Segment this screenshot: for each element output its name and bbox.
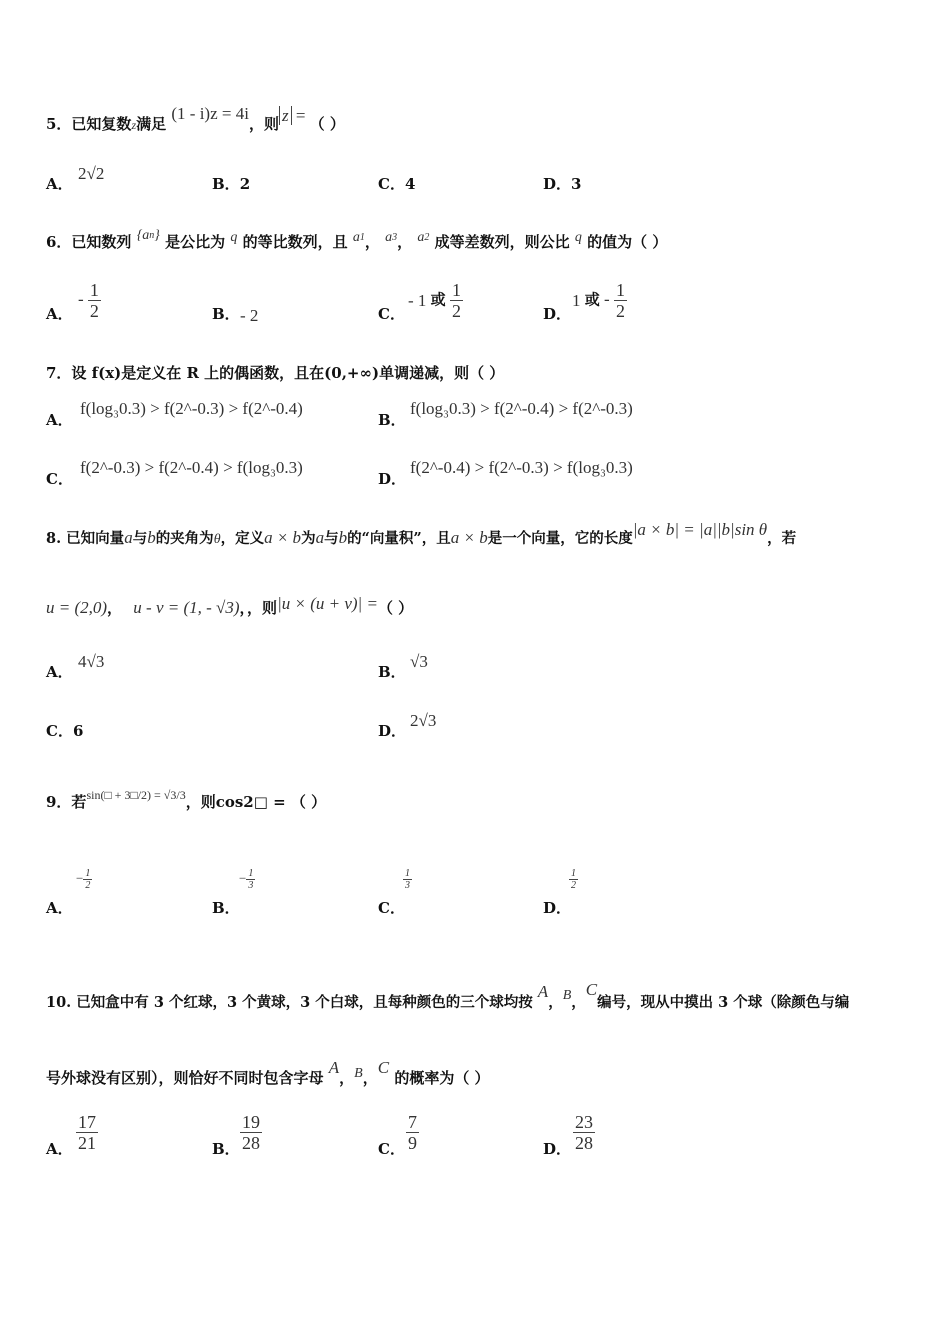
q6-a2-sub: 2 — [424, 232, 430, 243]
q9-option-d-label: D． — [543, 899, 572, 917]
q8-length-formula: |a × b| = |a||b|sin θ — [632, 520, 768, 539]
q9-b-num: 1 — [248, 868, 254, 879]
q5-option-c-label: C．4 — [378, 175, 416, 193]
q6-a-sign: - — [78, 289, 84, 309]
q6-stem: 6．已知数列 {an} 是公比为 q 的等比数列，且 a1， a3， a2 成等差数列，则公比 q 的值为（ ） — [46, 228, 668, 251]
q10-a-num: 17 — [78, 1112, 96, 1132]
q10-option-b-label: B． — [212, 1140, 240, 1158]
q8-a: a — [124, 528, 133, 547]
q6-d-or: 或 — [584, 290, 600, 309]
q6-option-b-value: - 2 — [240, 306, 259, 325]
q6-t2: 的等比数列，且 — [242, 233, 348, 251]
q10-letter-b: B — [562, 988, 572, 1003]
q6-c-val: - 1 — [408, 291, 427, 311]
q6-d-den: 2 — [615, 301, 625, 321]
q9-then: ，则cos2□ = （ ） — [185, 793, 327, 811]
q6-d-val: 1 — [572, 291, 581, 311]
q10-c-num: 7 — [408, 1112, 417, 1132]
q6-option-c-value — [408, 280, 463, 321]
q6-a3-sub: 3 — [392, 232, 398, 243]
q10-d-den: 28 — [575, 1133, 593, 1153]
q9-a-sign: − — [76, 870, 84, 886]
q5-paren: （ ） — [309, 115, 345, 133]
q8-option-b-label: B． — [378, 663, 406, 681]
q5-option-d-label: D．3 — [543, 175, 582, 193]
q8-prefix: 8. 已知向量 — [46, 530, 125, 547]
q6-sep1: ， — [364, 233, 380, 251]
q9-option-c-value — [403, 868, 412, 891]
q6-option-c-label: C． — [378, 305, 405, 323]
q9-option-a-label: A． — [46, 899, 73, 917]
q8-u-minus-v: u - v = (1, - √3) — [133, 598, 240, 617]
q8-b: b — [147, 528, 156, 547]
q9-option-b-value — [239, 868, 255, 891]
q9-a-num: 1 — [85, 868, 91, 879]
q7-option-c-value: f(2^-0.3) > f(2^-0.4) > f(log₃0.3) — [80, 458, 303, 477]
q9-b-den: 3 — [248, 880, 254, 891]
q10-line2: 号外球没有区别），则恰好不同时包含字母 — [46, 1069, 324, 1087]
q6-seq: a — [142, 228, 150, 243]
q8-t5: 是一个向量，它的长度 — [487, 530, 633, 547]
q8-option-b-value: √3 — [410, 652, 428, 671]
q9-b-sign: − — [239, 870, 247, 886]
q6-a-num: 1 — [89, 280, 99, 300]
q9-d-den: 2 — [571, 880, 576, 891]
q8-paren: （ ） — [377, 599, 414, 617]
q7-option-d-value: f(2^-0.4) > f(2^-0.3) > f(log₃0.3) — [410, 458, 633, 477]
q6-t1: 是公比为 — [165, 233, 226, 251]
q10-line2-end: 的概率为（ ） — [394, 1069, 490, 1087]
q9-a-den: 2 — [85, 880, 91, 891]
q7-stem: 7．设 f(x)是定义在 R 上的偶函数，且在(0,+∞)单调递减，则（ ） — [46, 364, 505, 382]
q8-t3: 为 — [301, 530, 316, 547]
q6-seq-sub: n — [149, 230, 155, 241]
q10-option-c-label: C． — [378, 1140, 405, 1158]
q10-b-num: 19 — [242, 1112, 260, 1132]
q10-line1-end: 编号，现从中摸出 3 个球（除颜色与编 — [597, 994, 850, 1011]
q8-t1: 的夹角为 — [155, 530, 214, 547]
q8-then: ，则 — [247, 599, 278, 617]
q5-option-a-label: A． — [46, 175, 73, 193]
q10-b-den: 28 — [242, 1133, 260, 1153]
q5-abs-z: z — [279, 106, 292, 125]
q9-prefix: 9．若 — [46, 793, 87, 811]
q9-d-num: 1 — [571, 868, 576, 879]
q6-a1-sub: 1 — [359, 232, 365, 243]
q6-option-d-label: D． — [543, 305, 572, 323]
q6-a-den: 2 — [89, 301, 99, 321]
q7-option-a-value: f(log₃0.3) > f(2^-0.3) > f(2^-0.4) — [80, 399, 303, 418]
q10-a-den: 21 — [78, 1133, 96, 1153]
q9-c-num: 1 — [405, 868, 410, 879]
q6-option-d-value — [572, 280, 627, 321]
q8-option-c-value: 6 — [72, 722, 84, 740]
q6-a2: a — [417, 230, 425, 245]
q5-z: z — [131, 118, 137, 132]
q9-option-d-value — [569, 868, 578, 891]
q8-option-d-value: 2√3 — [410, 711, 437, 730]
q6-a3: a — [385, 230, 393, 245]
q7-option-b-value: f(log₃0.3) > f(2^-0.4) > f(2^-0.3) — [410, 399, 633, 418]
q8-t6: ，若 — [767, 530, 797, 547]
q5-option-b-value: 2 — [239, 175, 251, 193]
q8-option-d-label: D． — [378, 722, 407, 740]
q6-c-or: 或 — [430, 290, 446, 309]
q9-stem — [46, 788, 327, 813]
q10-option-d-value — [573, 1112, 595, 1153]
q10-option-d-label: D． — [543, 1140, 572, 1158]
q6-option-b-label: B． — [212, 305, 240, 323]
q8-stem-line2: u = (2,0)， u - v = (1, - √3)，，则|u × (u + v)| =（ ） — [46, 594, 414, 617]
q10-option-a-value — [76, 1112, 98, 1153]
q6-sep2: ， — [397, 233, 413, 251]
q5-equation: (1 - i)z = 4i — [171, 104, 249, 123]
q5-mid: 满足 — [136, 115, 167, 133]
q8-cross2: a × b — [450, 528, 488, 547]
q6-option-a-value — [78, 280, 101, 321]
q8-option-a-value: 4√3 — [78, 652, 105, 671]
q8-and2: 与 — [324, 530, 339, 547]
q10-letter-c: C — [585, 980, 598, 999]
q8-stem-line1 — [46, 520, 797, 550]
q8-cross1: a × b — [264, 528, 302, 547]
q5-option-c-value: 4 — [404, 175, 416, 193]
q6-q2: q — [574, 230, 582, 245]
q8-b2: b — [338, 528, 348, 547]
q8-option-c-label: C．6 — [46, 722, 84, 740]
q9-c-den: 3 — [405, 880, 410, 891]
q9-option-a-value — [76, 868, 92, 891]
q5-prefix: 5．已知复数 — [46, 115, 132, 133]
q8-u: u = (2,0) — [46, 598, 108, 617]
q10-stem-line2: 号外球没有区别），则恰好不同时包含字母 A，B，C 的概率为（ ） — [46, 1058, 490, 1087]
q7-option-d-label: D． — [378, 470, 407, 488]
q6-option-a-label: A． — [46, 305, 73, 323]
q6-t3: 成等差数列，则公比 — [434, 233, 570, 251]
q6-c-den: 2 — [451, 301, 461, 321]
q5-then: ，则 — [248, 115, 279, 133]
q6-d-num: 1 — [615, 280, 625, 300]
q7-option-a-label: A． — [46, 411, 73, 429]
q9-option-c-label: C． — [378, 899, 405, 917]
q10-letter-c2: C — [377, 1058, 390, 1077]
q5-stem — [46, 104, 345, 135]
q7-option-c-label: C． — [46, 470, 73, 488]
q10-stem-line1: 10. 已知盒中有 3 个红球，3 个黄球，3 个白球，且每种颜色的三个球均按 A，B，C编号，现从中摸出 3 个球（除颜色与编 — [46, 980, 850, 1011]
q9-condition: sin(□ + 3□/2) = √3/3 — [86, 788, 186, 802]
q6-t4: 的值为（ ） — [587, 233, 668, 251]
q8-a2: a — [315, 528, 325, 547]
q6-a1: a — [352, 230, 360, 245]
q8-t2: ，定义 — [220, 530, 265, 547]
q7-option-b-label: B． — [378, 411, 406, 429]
q10-line1: 10. 已知盒中有 3 个红球，3 个黄球，3 个白球，且每种颜色的三个球均按 — [46, 994, 533, 1011]
q5-option-b-label: B．2 — [212, 175, 251, 193]
q10-option-a-label: A． — [46, 1140, 73, 1158]
q10-letter-b2: B — [354, 1066, 363, 1081]
q10-option-c-value — [406, 1112, 419, 1153]
q10-d-num: 23 — [575, 1112, 593, 1132]
q6-q: q — [230, 230, 238, 245]
q8-expr: |u × (u + v)| = — [277, 594, 378, 613]
q8-theta: θ — [213, 532, 221, 547]
q6-c-num: 1 — [451, 280, 461, 300]
q8-and1: 与 — [132, 530, 148, 547]
q8-option-a-label: A． — [46, 663, 73, 681]
q5-equals: = — [291, 106, 310, 125]
q5-option-a-value: 2√2 — [78, 164, 105, 183]
q6-prefix: 6．已知数列 — [46, 233, 132, 251]
q6-d-sign: - — [604, 289, 610, 309]
q10-c-den: 9 — [408, 1133, 417, 1153]
q8-t4: 的“向量积”，且 — [347, 530, 451, 547]
q9-option-b-label: B． — [212, 899, 240, 917]
q10-option-b-value — [240, 1112, 262, 1153]
q10-letter-a: A — [537, 982, 549, 1001]
q5-option-d-value: 3 — [571, 175, 582, 193]
q10-letter-a2: A — [328, 1058, 340, 1077]
